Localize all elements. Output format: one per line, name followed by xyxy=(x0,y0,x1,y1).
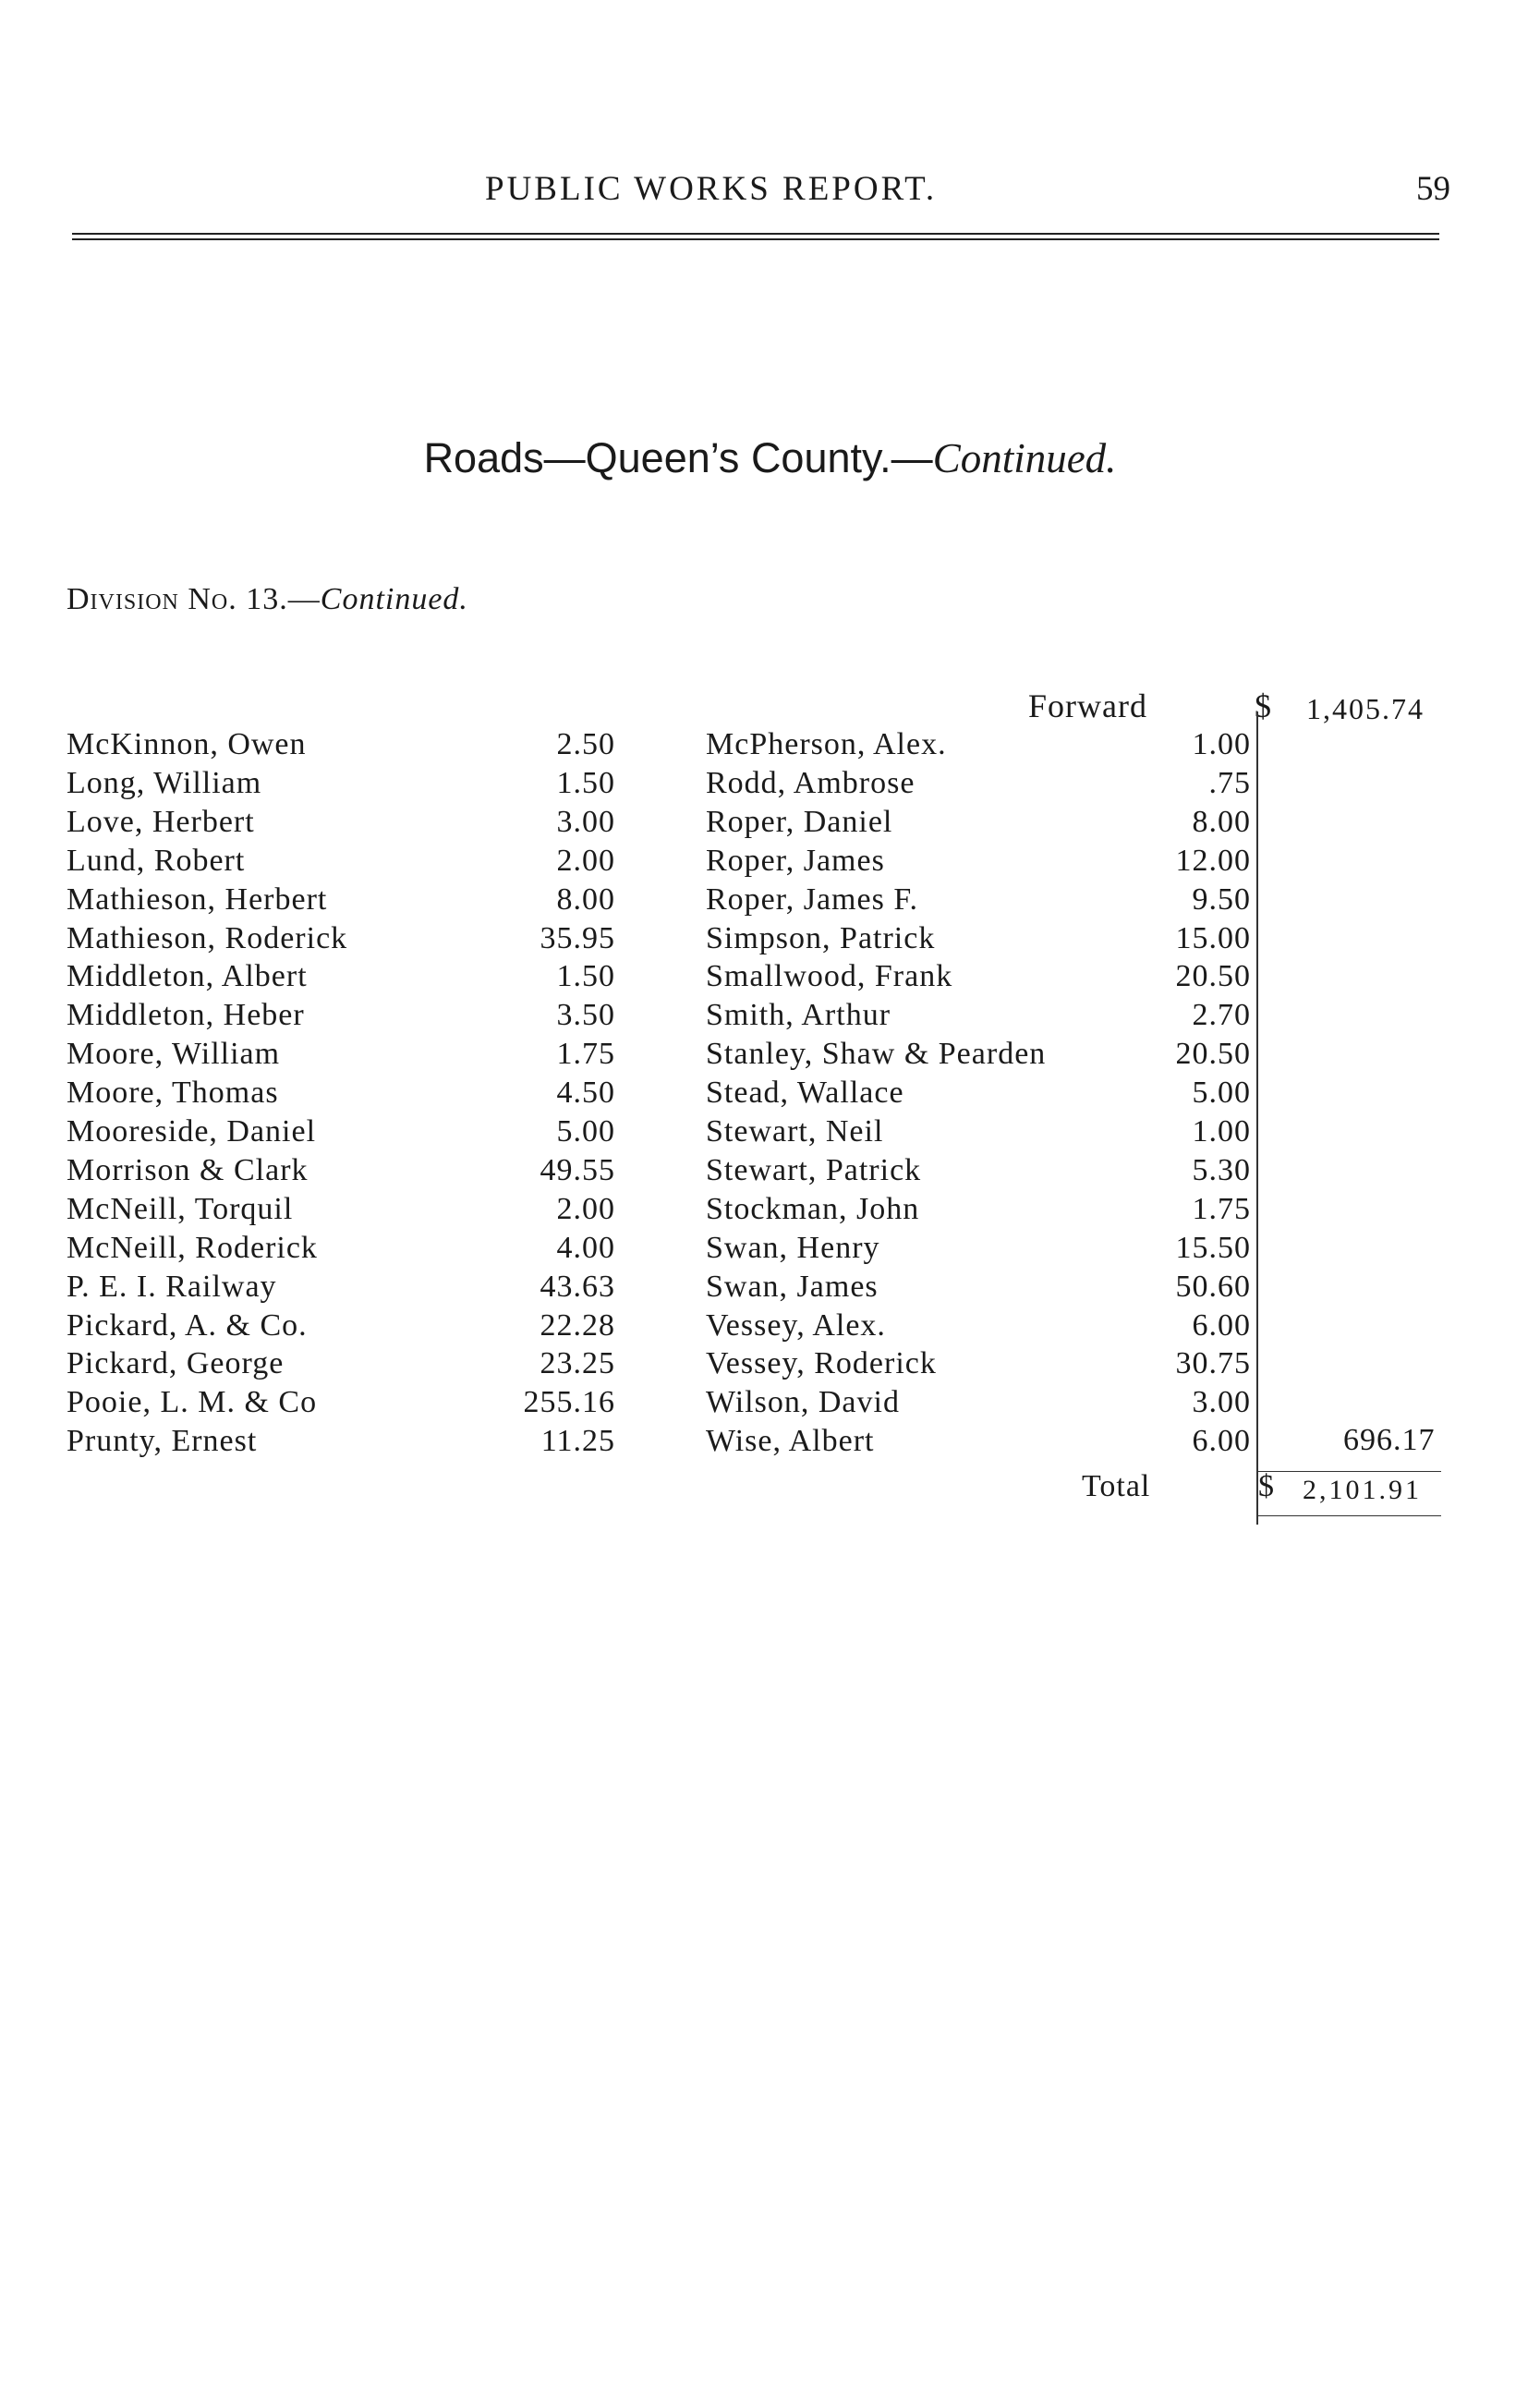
entry-amount: 3.00 xyxy=(556,804,615,839)
entry-amount: 30.75 xyxy=(1175,1346,1251,1381)
entry-name: Stewart, Neil xyxy=(706,1114,884,1149)
total-label: Total xyxy=(1082,1469,1151,1503)
entry-amount: 2.00 xyxy=(556,843,615,878)
ledger-row xyxy=(67,996,615,1035)
entry-amount: 11.25 xyxy=(540,1424,615,1459)
entry-name: Middleton, Heber xyxy=(67,998,305,1033)
ledger-row xyxy=(706,1074,1256,1112)
division-continued: Continued. xyxy=(320,582,468,616)
entry-amount: 5.00 xyxy=(556,1114,615,1149)
ledger-row xyxy=(706,1307,1256,1345)
ledger-row xyxy=(67,919,615,958)
entry-amount: .75 xyxy=(1208,765,1251,800)
ledger-row xyxy=(67,1190,615,1229)
ledger-row xyxy=(706,1229,1256,1268)
dollar-column-rule xyxy=(1256,711,1258,1525)
ledger-row xyxy=(67,803,615,842)
entry-amount: 8.00 xyxy=(556,881,615,917)
entry-amount: 22.28 xyxy=(540,1307,615,1343)
entry-name: Swan, Henry xyxy=(706,1230,880,1265)
ledger-row xyxy=(706,1268,1256,1307)
entry-amount: 3.00 xyxy=(1192,1385,1251,1420)
ledger-row xyxy=(67,1112,615,1151)
entry-amount: 49.55 xyxy=(540,1152,615,1187)
ledger-row xyxy=(706,1112,1256,1151)
entry-amount: 1.50 xyxy=(556,959,615,994)
ledger-row xyxy=(67,1151,615,1190)
ledger-row xyxy=(706,919,1256,958)
ledger-row xyxy=(706,764,1256,803)
entry-amount: 4.50 xyxy=(556,1076,615,1111)
entry-name: Love, Herbert xyxy=(67,804,255,839)
forward-label: Forward xyxy=(1028,687,1147,724)
ledger-row xyxy=(67,842,615,881)
ledger-row xyxy=(67,1307,615,1345)
entry-amount: 1.00 xyxy=(1192,727,1251,761)
entry-name: Swan, James xyxy=(706,1269,879,1304)
ledger-row xyxy=(706,1344,1256,1383)
entry-amount: 23.25 xyxy=(540,1346,615,1381)
page-number: 59 xyxy=(1416,170,1450,208)
division-heading xyxy=(67,582,468,617)
entry-name: Pickard, A. & Co. xyxy=(67,1307,308,1343)
entry-name: Long, William xyxy=(67,765,262,800)
entry-name: Simpson, Patrick xyxy=(706,920,936,955)
entry-name: Stewart, Patrick xyxy=(706,1152,922,1187)
entry-name: Morrison & Clark xyxy=(67,1152,309,1187)
entry-name: Stanley, Shaw & Pearden xyxy=(706,1037,1047,1072)
entry-name: Moore, Thomas xyxy=(67,1076,279,1111)
entry-amount: 43.63 xyxy=(540,1269,615,1304)
entry-amount: 2.70 xyxy=(1192,998,1251,1033)
entry-amount: 6.00 xyxy=(1192,1307,1251,1343)
entry-name: Mooreside, Daniel xyxy=(67,1114,317,1149)
total-amount: 2,101.91 xyxy=(1303,1475,1422,1505)
ledger-row xyxy=(67,725,615,764)
entry-amount: 1.00 xyxy=(1192,1114,1251,1149)
entry-amount: 2.00 xyxy=(556,1191,615,1226)
entry-amount: 50.60 xyxy=(1175,1269,1251,1304)
entry-amount: 20.50 xyxy=(1175,959,1251,994)
title-main: Roads—Queen’s County.— xyxy=(423,434,933,481)
entry-name: Stead, Wallace xyxy=(706,1076,904,1111)
entry-name: Wilson, David xyxy=(706,1385,900,1420)
ledger-row xyxy=(67,1074,615,1112)
ledger-row xyxy=(67,1035,615,1074)
forward-amount: 1,405.74 xyxy=(1306,692,1425,725)
entry-name: Prunty, Ernest xyxy=(67,1424,258,1459)
ledger-row xyxy=(706,996,1256,1035)
entry-name: Roper, James F. xyxy=(706,881,919,917)
ledger-row xyxy=(67,881,615,919)
entry-amount: 12.00 xyxy=(1175,843,1251,878)
entry-name: Smith, Arthur xyxy=(706,998,891,1033)
header-rule-bottom xyxy=(72,238,1439,240)
entry-amount: 8.00 xyxy=(1192,804,1251,839)
entry-amount: 6.00 xyxy=(1192,1424,1251,1459)
ledger-row xyxy=(706,842,1256,881)
entry-name: Roper, James xyxy=(706,843,885,878)
entry-amount: 15.50 xyxy=(1175,1230,1251,1265)
ledger-row xyxy=(67,1422,615,1461)
entry-name: McNeill, Roderick xyxy=(67,1230,318,1265)
header-rule-top xyxy=(72,233,1439,235)
entry-name: Mathieson, Roderick xyxy=(67,920,348,955)
title-continued: Continued. xyxy=(932,435,1117,481)
ledger-row xyxy=(706,1383,1256,1422)
ledger-row xyxy=(706,881,1256,919)
forward-dollar-sign: $ xyxy=(1255,687,1271,724)
entry-name: Middleton, Albert xyxy=(67,959,308,994)
entry-name: Vessey, Roderick xyxy=(706,1346,937,1381)
entry-name: Pickard, George xyxy=(67,1346,285,1381)
entry-name: Moore, William xyxy=(67,1037,281,1072)
entry-name: McPherson, Alex. xyxy=(706,727,947,761)
running-head: PUBLIC WORKS REPORT. xyxy=(485,170,938,208)
ledger-row xyxy=(706,1151,1256,1190)
ledger-row xyxy=(67,1268,615,1307)
entry-name: Smallwood, Frank xyxy=(706,959,953,994)
entry-name: McKinnon, Owen xyxy=(67,727,307,761)
entry-amount: 1.75 xyxy=(1192,1191,1251,1226)
entry-name: McNeill, Torquil xyxy=(67,1191,294,1226)
ledger-row xyxy=(67,1344,615,1383)
entry-amount: 4.00 xyxy=(556,1230,615,1265)
entry-amount: 9.50 xyxy=(1192,881,1251,917)
entry-name: Wise, Albert xyxy=(706,1424,875,1459)
ledger-row xyxy=(706,1035,1256,1074)
ledger-row xyxy=(706,957,1256,996)
entry-name: Mathieson, Herbert xyxy=(67,881,328,917)
page-title xyxy=(0,434,1540,482)
ledger-row xyxy=(67,764,615,803)
ledger-row xyxy=(706,1190,1256,1229)
ledger-row xyxy=(67,957,615,996)
ledger-row xyxy=(67,1383,615,1422)
subtotal-amount: 696.17 xyxy=(1343,1423,1436,1457)
entry-amount: 2.50 xyxy=(556,727,615,761)
entry-amount: 1.75 xyxy=(556,1037,615,1072)
entry-name: P. E. I. Railway xyxy=(67,1269,277,1304)
entry-name: Stockman, John xyxy=(706,1191,920,1226)
entry-name: Lund, Robert xyxy=(67,843,246,878)
entry-amount: 35.95 xyxy=(540,920,615,955)
entry-name: Pooie, L. M. & Co xyxy=(67,1385,318,1420)
entry-amount: 20.50 xyxy=(1175,1037,1251,1072)
subtotal-rule xyxy=(1256,1471,1441,1472)
entry-amount: 3.50 xyxy=(556,998,615,1033)
entry-amount: 5.30 xyxy=(1192,1152,1251,1187)
entry-name: Roper, Daniel xyxy=(706,804,893,839)
entry-name: Rodd, Ambrose xyxy=(706,765,916,800)
total-rule xyxy=(1256,1515,1441,1516)
total-dollar-sign: $ xyxy=(1258,1469,1274,1503)
entry-amount: 15.00 xyxy=(1175,920,1251,955)
ledger-row xyxy=(706,803,1256,842)
entry-amount: 1.50 xyxy=(556,765,615,800)
ledger-row xyxy=(706,1422,1256,1461)
division-label: Division No. 13.— xyxy=(67,582,321,616)
ledger-row xyxy=(67,1229,615,1268)
entry-amount: 255.16 xyxy=(523,1385,615,1420)
entry-amount: 5.00 xyxy=(1192,1076,1251,1111)
entry-name: Vessey, Alex. xyxy=(706,1307,886,1343)
ledger-row xyxy=(706,725,1256,764)
